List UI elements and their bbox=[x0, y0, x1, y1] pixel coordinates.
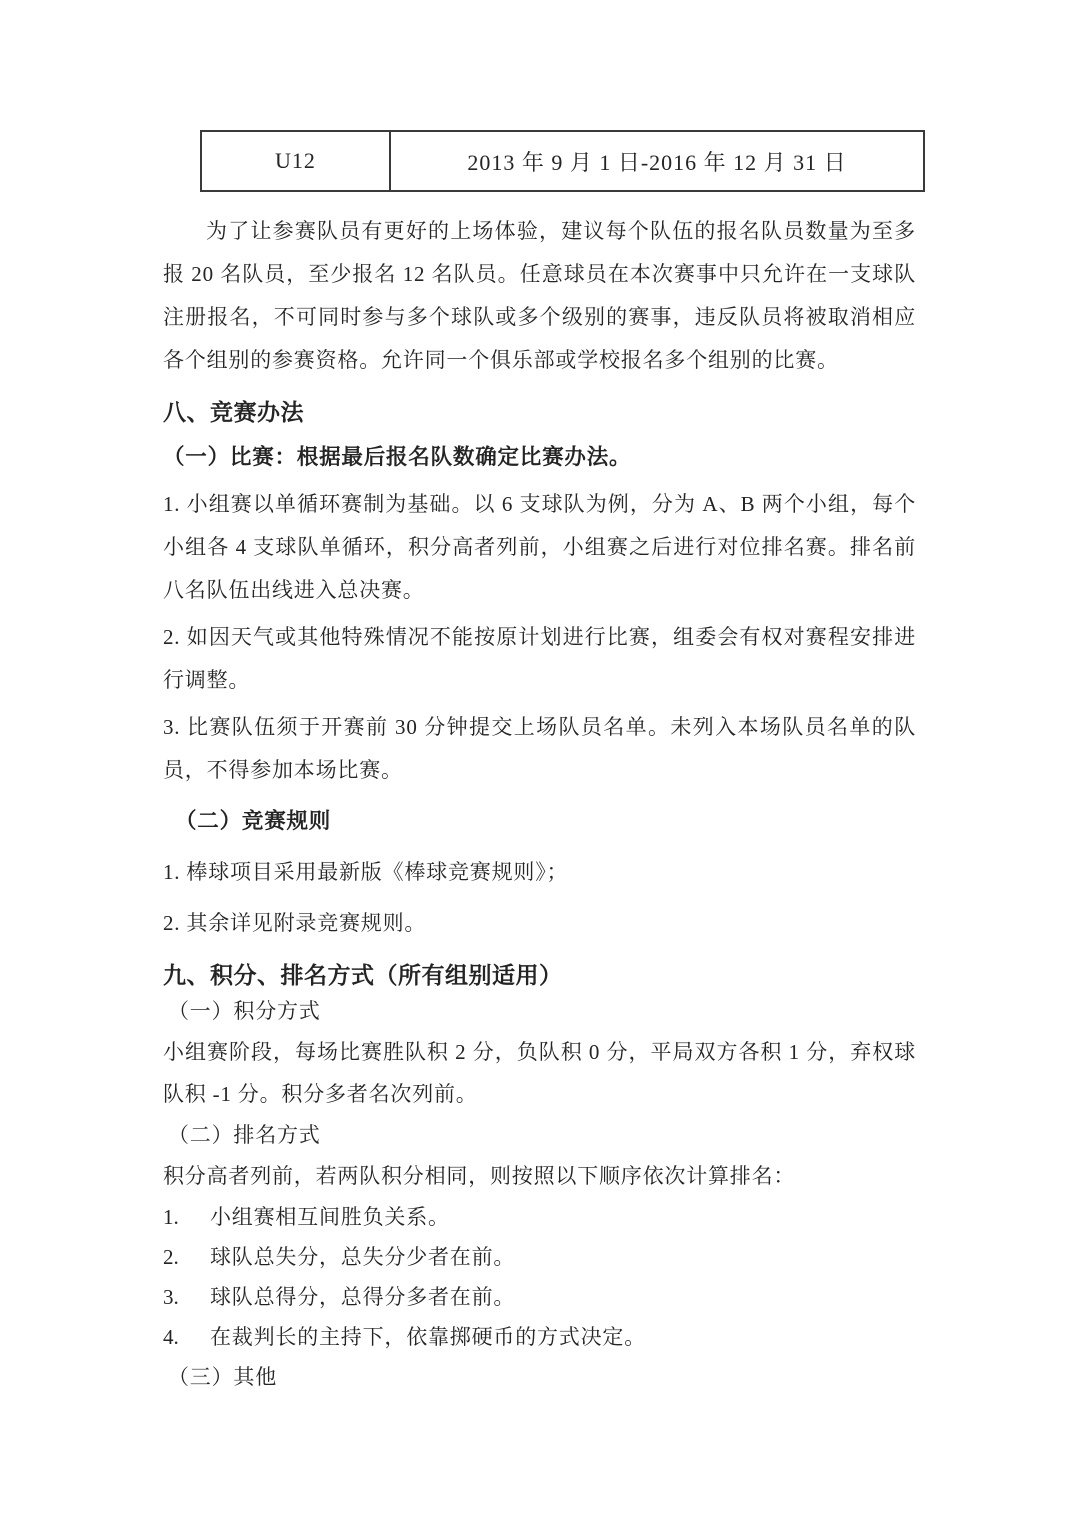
section8-item-3: 3. 比赛队伍须于开赛前 30 分钟提交上场队员名单。未列入本场队员名单的队员，不得参加本场比赛。 bbox=[163, 715, 916, 782]
section8-sub2-heading: （二）竞赛规则 bbox=[175, 809, 332, 833]
section9 bbox=[163, 959, 916, 1397]
section9-sub3-heading: （三）其他 bbox=[168, 1365, 277, 1389]
ranking-item-3 bbox=[163, 1277, 916, 1317]
section8-rule-2: 2. 其余详见附录竞赛规则。 bbox=[163, 911, 427, 935]
ranking-item-1 bbox=[163, 1197, 916, 1237]
section8-item-2: 2. 如因天气或其他特殊情况不能按原计划进行比赛，组委会有权对赛程安排进行调整。 bbox=[163, 625, 916, 692]
ranking-item-number: 3. bbox=[163, 1285, 179, 1309]
section8-heading: 八、竞赛办法 bbox=[163, 399, 304, 425]
ranking-item-number: 2. bbox=[163, 1245, 179, 1269]
birthdate-range-cell: 2013 年 9 月 1 日-2016 年 12 月 31 日 bbox=[390, 131, 924, 191]
section9-scoring-paragraph: 小组赛阶段，每场比赛胜队积 2 分，负队积 0 分，平局双方各积 1 分，弃权球队积 -1 分。积分多者名次列前。 bbox=[163, 1040, 916, 1106]
section8-item-1: 1. 小组赛以单循环赛制为基础。以 6 支球队为例，分为 A、B 两个小组，每个小组各 4 支球队单循环，积分高者列前，小组赛之后进行对位排名赛。排名前八名队伍出线进入总决赛。 bbox=[163, 492, 916, 602]
table-row bbox=[201, 131, 924, 191]
ranking-item-text: 球队总失分，总失分少者在前。 bbox=[210, 1245, 516, 1269]
ranking-item-text: 球队总得分，总得分多者在前。 bbox=[210, 1285, 516, 1309]
ranking-item-4 bbox=[163, 1317, 916, 1357]
age-group-cell: U12 bbox=[201, 131, 390, 191]
section8-rule-1: 1. 棒球项目采用最新版《棒球竞赛规则》； bbox=[163, 860, 569, 884]
ranking-item-number: 1. bbox=[163, 1205, 179, 1229]
age-group-table bbox=[200, 130, 925, 192]
section9-sub1-heading: （一）积分方式 bbox=[168, 999, 321, 1023]
ranking-item-text: 在裁判长的主持下，依靠掷硬币的方式决定。 bbox=[210, 1325, 646, 1349]
ranking-item-2 bbox=[163, 1237, 916, 1277]
section9-sub2-heading: （二）排名方式 bbox=[168, 1123, 321, 1147]
intro-paragraph: 为了让参赛队员有更好的上场体验，建议每个队伍的报名队员数量为至多报 20 名队员，至少报名 12 名队员。任意球员在本次赛事中只允许在一支球队注册报名，不可同时参与多个球队或多个级别的赛事，违反队员将被取消相应各个组别的参赛资格。允许同一个俱乐部或学校报名多个组别的比赛。 bbox=[163, 219, 916, 372]
section9-heading: 九、积分、排名方式（所有组别适用） bbox=[163, 962, 563, 988]
section9-ranking-intro: 积分高者列前，若两队积分相同，则按照以下顺序依次计算排名： bbox=[163, 1164, 796, 1188]
ranking-item-text: 小组赛相互间胜负关系。 bbox=[210, 1205, 450, 1229]
ranking-item-number: 4. bbox=[163, 1325, 179, 1349]
section8-sub1-heading: （一）比赛：根据最后报名队数确定比赛办法。 bbox=[163, 445, 632, 469]
